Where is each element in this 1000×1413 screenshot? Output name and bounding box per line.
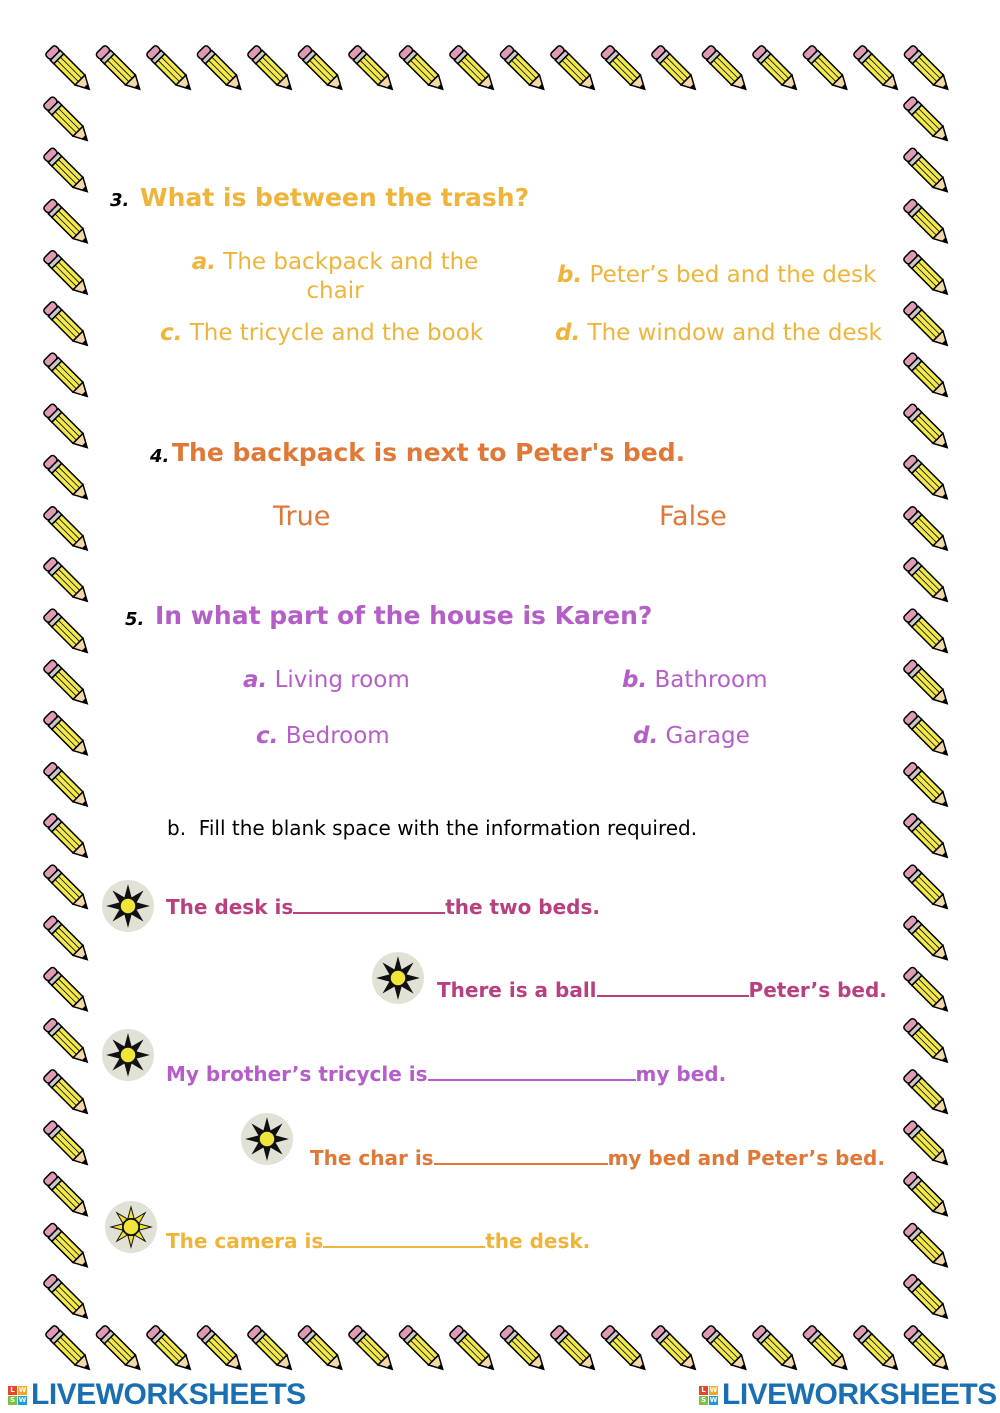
fill-item-3 [166,1061,726,1086]
pencil-icon [43,198,92,247]
q5-option-d-text: Garage [665,723,750,749]
logo-mark-cell: L [699,1386,708,1395]
logo-mark-cell: L [8,1386,17,1395]
fill-item-3-blank[interactable] [428,1061,636,1081]
pencil-icon [903,505,952,554]
pencil-icon [43,147,92,196]
pencil-icon [247,45,296,94]
fill-item-5-after: the desk. [485,1229,591,1253]
pencil-icon [45,45,94,94]
pencil-icon [43,813,92,862]
q5-option-d-letter: d. [633,723,659,749]
pencil-icon [903,915,952,964]
pencil-icon [903,813,952,862]
pencil-icon [903,710,952,759]
pencil-icon [348,45,397,94]
q3-option-c-letter: c. [160,320,183,346]
pencil-icon [903,352,952,401]
q4-false-option[interactable]: False [659,501,727,532]
sun-icon [239,1111,295,1167]
q5-option-b-text: Bathroom [654,667,768,693]
section-b-instruction [167,816,697,840]
pencil-icon [43,659,92,708]
q5-option-b[interactable] [622,667,767,693]
fill-item-1-after: the two beds. [445,895,600,919]
fill-item-1-before: The desk is [166,895,294,919]
pencil-icon [903,403,952,452]
pencil-icon [43,249,92,298]
pencil-icon [550,1325,599,1374]
q5-question: In what part of the house is Karen? [155,601,653,630]
pencil-icon [752,45,801,94]
pencil-icon [701,45,750,94]
sun-icon [103,1199,159,1255]
fill-item-4-blank[interactable] [434,1145,608,1165]
pencil-icon [43,1273,92,1322]
pencil-icon [43,352,92,401]
fill-item-1 [166,894,600,919]
q3-question: What is between the trash? [140,183,530,212]
pencil-icon [43,454,92,503]
q3-option-a[interactable] [150,248,520,306]
pencil-icon [903,301,952,350]
q3-option-a-text-line2: chair [306,278,364,304]
sun-icon [100,1027,156,1083]
pencil-icon [43,710,92,759]
pencil-icon [701,1325,750,1374]
logo-mark-cell: W [18,1385,27,1394]
liveworksheets-logo-left[interactable] [8,1378,306,1412]
pencil-icon [43,966,92,1015]
logo-mark-cell: W [709,1395,718,1404]
q5-option-c[interactable] [256,723,390,749]
q5-option-a-text: Living room [274,667,410,693]
pencil-icon [43,608,92,657]
pencil-icon [903,1069,952,1118]
pencil-icon [43,915,92,964]
sun-icon [100,878,156,934]
pencil-icon [499,45,548,94]
pencil-icon [903,96,952,145]
section-b-text: Fill the blank space with the information required. [198,816,698,840]
fill-item-3-after: my bed. [635,1062,727,1086]
fill-item-4-before: The char is [310,1146,434,1170]
pencil-icon [95,1325,144,1374]
pencil-icon [43,761,92,810]
pencil-icon [903,557,952,606]
pencil-icon [903,608,952,657]
pencil-icon [43,96,92,145]
pencil-icon [297,1325,346,1374]
pencil-icon [600,1325,649,1374]
pencil-icon [903,454,952,503]
pencil-icon [651,1325,700,1374]
pencil-icon [43,301,92,350]
q3-option-d-letter: d. [555,320,581,346]
pencil-icon [348,1325,397,1374]
pencil-icon [43,1120,92,1169]
pencil-icon [903,45,952,94]
fill-item-2-blank[interactable] [597,977,749,997]
pencil-icon [802,1325,851,1374]
fill-item-1-blank[interactable] [293,894,445,914]
pencil-icon [903,147,952,196]
fill-item-5-before: The camera is [166,1229,324,1253]
pencil-icon [43,1222,92,1271]
pencil-icon [802,45,851,94]
q5-option-c-letter: c. [256,723,279,749]
fill-item-4-after: my bed and Peter’s bed. [607,1146,885,1170]
pencil-icon [43,403,92,452]
q4-number: 4. [150,446,170,467]
fill-item-2-after: Peter’s bed. [748,978,887,1002]
pencil-icon [903,1120,952,1169]
q3-number: 3. [110,190,130,211]
pencil-icon [146,45,195,94]
pencil-icon [43,505,92,554]
q3-option-d-text: The window and the desk [587,320,882,346]
liveworksheets-logo-right[interactable] [699,1378,997,1412]
pencil-icon [903,1273,952,1322]
pencil-icon [903,1222,952,1271]
q5-option-d[interactable] [633,723,750,749]
pencil-icon [903,198,952,247]
q3-option-b-letter: b. [557,262,583,288]
pencil-icon [903,761,952,810]
pencil-icon [651,45,700,94]
liveworksheets-logo-icon [8,1386,27,1405]
pencil-icon [43,1069,92,1118]
pencil-icon [43,557,92,606]
pencil-icon [95,45,144,94]
pencil-icon [45,1325,94,1374]
fill-item-2 [437,977,887,1002]
pencil-icon [499,1325,548,1374]
pencil-icon [903,1017,952,1066]
pencil-icon [43,1171,92,1220]
pencil-icon [43,1017,92,1066]
q3-option-c-text: The tricycle and the book [189,320,484,346]
fill-item-5 [166,1228,590,1253]
fill-item-5-blank[interactable] [323,1228,485,1248]
q5-option-a[interactable] [243,667,410,693]
q3-option-a-letter: a. [191,249,216,275]
pencil-icon [903,659,952,708]
pencil-icon [247,1325,296,1374]
pencil-icon [752,1325,801,1374]
pencil-icon [449,45,498,94]
q5-number: 5. [125,609,145,630]
q3-option-d[interactable] [555,320,882,346]
q4-true-option[interactable]: True [273,501,331,532]
logo-text: LIVEWORKSHEETS [31,1378,306,1411]
fill-item-3-before: My brother’s tricycle is [166,1062,428,1086]
q3-option-a-text: The backpack and the [223,249,479,275]
pencil-icon [297,45,346,94]
logo-mark-cell: W [18,1395,27,1404]
logo-mark-cell: W [709,1385,718,1394]
pencil-icon [903,966,952,1015]
pencil-icon [903,1171,952,1220]
q3-option-b-text: Peter’s bed and the desk [589,262,877,288]
pencil-icon [550,45,599,94]
q4-question: The backpack is next to Peter's bed. [172,438,686,467]
pencil-icon [600,45,649,94]
q3-option-b[interactable] [557,262,876,288]
q5-option-c-text: Bedroom [285,723,390,749]
q3-option-c[interactable] [160,320,483,346]
pencil-icon [853,45,902,94]
logo-mark-cell: S [700,1395,707,1404]
q5-option-a-letter: a. [243,667,268,693]
pencil-icon [43,864,92,913]
fill-item-2-before: There is a ball [437,978,597,1002]
pencil-icon [449,1325,498,1374]
pencil-icon [903,864,952,913]
pencil-icon [398,45,447,94]
sun-icon [370,950,426,1006]
logo-text: LIVEWORKSHEETS [722,1378,997,1411]
pencil-icon [196,1325,245,1374]
pencil-icon [903,1325,952,1374]
pencil-icon [398,1325,447,1374]
logo-mark-cell: S [9,1395,16,1404]
fill-item-4 [310,1145,885,1170]
pencil-icon [196,45,245,94]
pencil-icon [146,1325,195,1374]
q5-option-b-letter: b. [622,667,648,693]
liveworksheets-logo-icon [699,1386,718,1405]
pencil-icon [903,249,952,298]
pencil-icon [853,1325,902,1374]
section-b-letter: b. [167,816,187,840]
